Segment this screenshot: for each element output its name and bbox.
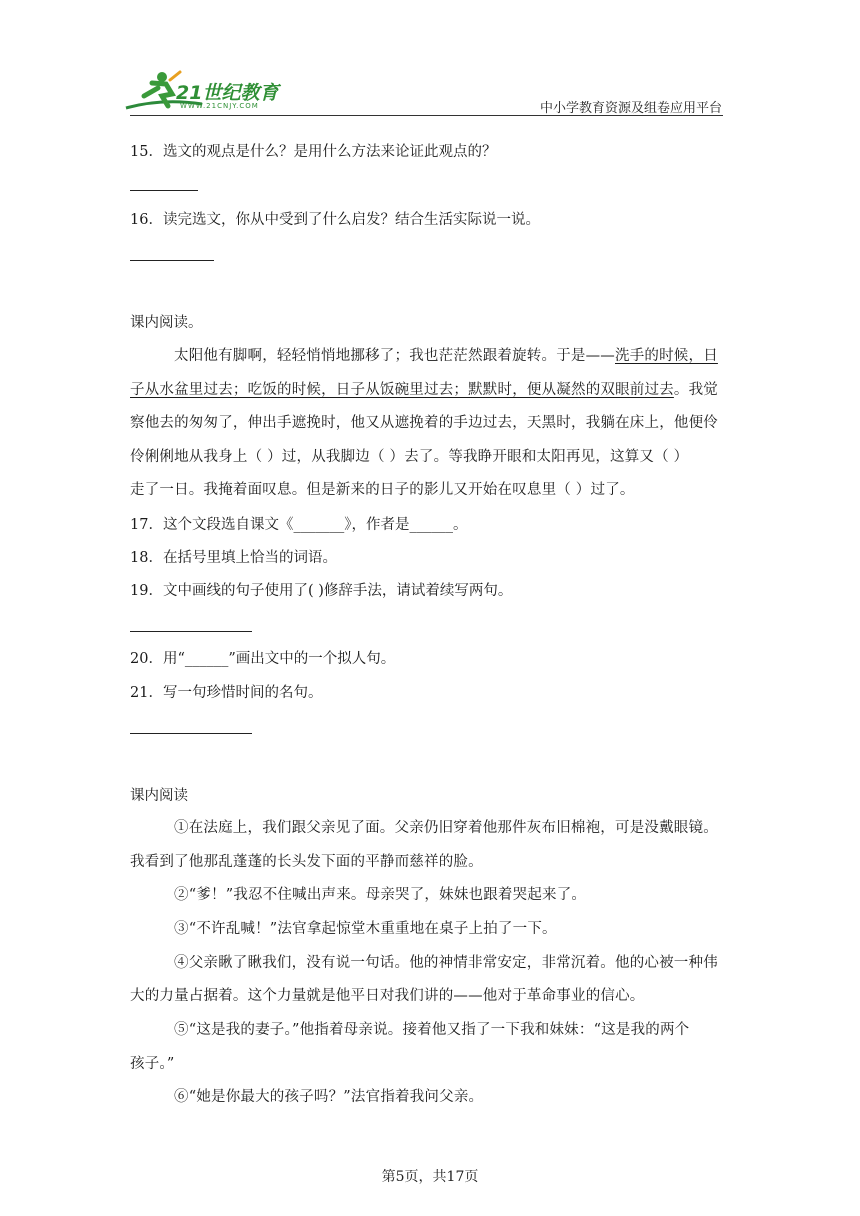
reading-1-line-1	[174, 346, 718, 366]
answer-line-16	[130, 260, 214, 261]
question-19: 19．文中画线的句子使用了( )修辞手法，请试着续写两句。	[130, 583, 513, 599]
reading-2-para-4a: ④父亲瞅了瞅我们，没有说一句话。他的神情非常安定，非常沉着。他的心被一种伟	[174, 955, 718, 971]
logo-text: 21世纪教育	[176, 82, 279, 104]
reading-1-title: 课内阅读。	[130, 315, 203, 331]
reading-1-text: 。我觉	[673, 382, 719, 398]
reading-2-para-4b: 大的力量占据着。这个力量就是他平日对我们讲的——他对于革命事业的信心。	[130, 988, 645, 1004]
question-21: 21．写一句珍惜时间的名句。	[130, 685, 323, 701]
answer-line-19	[130, 631, 252, 632]
reading-1-line-2	[130, 380, 718, 400]
platform-name: 中小学教育资源及组卷应用平台	[539, 101, 722, 116]
answer-line-15	[130, 190, 198, 191]
reading-1-line-5: 走了一日。我掩着面叹息。但是新来的日子的影儿又开始在叹息里（ ）过了。	[130, 482, 635, 498]
reading-2-para-3: ③“不许乱喊！”法官拿起惊堂木重重地在桌子上拍了一下。	[174, 921, 557, 937]
reading-2-para-5b: 孩子。”	[130, 1056, 175, 1072]
reading-1-text: 太阳他有脚啊，轻轻悄悄地挪移了；我也茫茫然跟着旋转。于是——	[174, 348, 615, 364]
reading-2-para-6: ⑥“她是你最大的孩子吗？”法官指着我问父亲。	[174, 1089, 484, 1105]
header-divider	[130, 115, 723, 116]
underlined-sentence: 子从水盆里过去；吃饭的时候，日子从饭碗里过去；默默时，便从凝然的双眼前过去	[130, 382, 674, 398]
reading-2-para-1a: ①在法庭上，我们跟父亲见了面。父亲仍旧穿着他那件灰布旧棉袍，可是没戴眼镜。	[174, 820, 718, 836]
question-20: 20．用“______”画出文中的一个拟人句。	[130, 651, 396, 667]
reading-1-line-4: 伶俐俐地从我身上（ ）过，从我脚边（ ）去了。等我睁开眼和太阳再见，这算又（ ）	[130, 449, 689, 465]
question-17: 17．这个文段选自课文《_______》，作者是______。	[130, 517, 468, 533]
underlined-sentence: 洗手的时候，日	[615, 348, 718, 364]
question-15: 15．选文的观点是什么？是用什么方法来论证此观点的？	[130, 144, 497, 160]
question-16: 16．读完选文，你从中受到了什么启发？结合生活实际说一说。	[130, 212, 540, 228]
logo-url: WWW.21CNJY.COM	[180, 102, 259, 110]
reading-2-para-5a: ⑤“这是我的妻子。”他指着母亲说。接着他又指了一下我和妹妹：“这是我的两个	[174, 1022, 690, 1038]
question-18: 18．在括号里填上恰当的词语。	[130, 550, 337, 566]
reading-2-para-2: ②“爹！”我忍不住喊出声来。母亲哭了，妹妹也跟着哭起来了。	[174, 887, 587, 903]
reading-1-line-3: 察他去的匆匆了，伸出手遮挽时，他又从遮挽着的手边过去，天黑时，我躺在床上，他便伶	[130, 415, 718, 431]
reading-2-title: 课内阅读	[130, 788, 188, 804]
reading-2-para-1b: 我看到了他那乱蓬蓬的长头发下面的平静而慈祥的脸。	[130, 854, 483, 870]
logo	[122, 68, 292, 114]
answer-line-21	[130, 733, 252, 734]
page-number: 第5页，共17页	[381, 1169, 479, 1185]
